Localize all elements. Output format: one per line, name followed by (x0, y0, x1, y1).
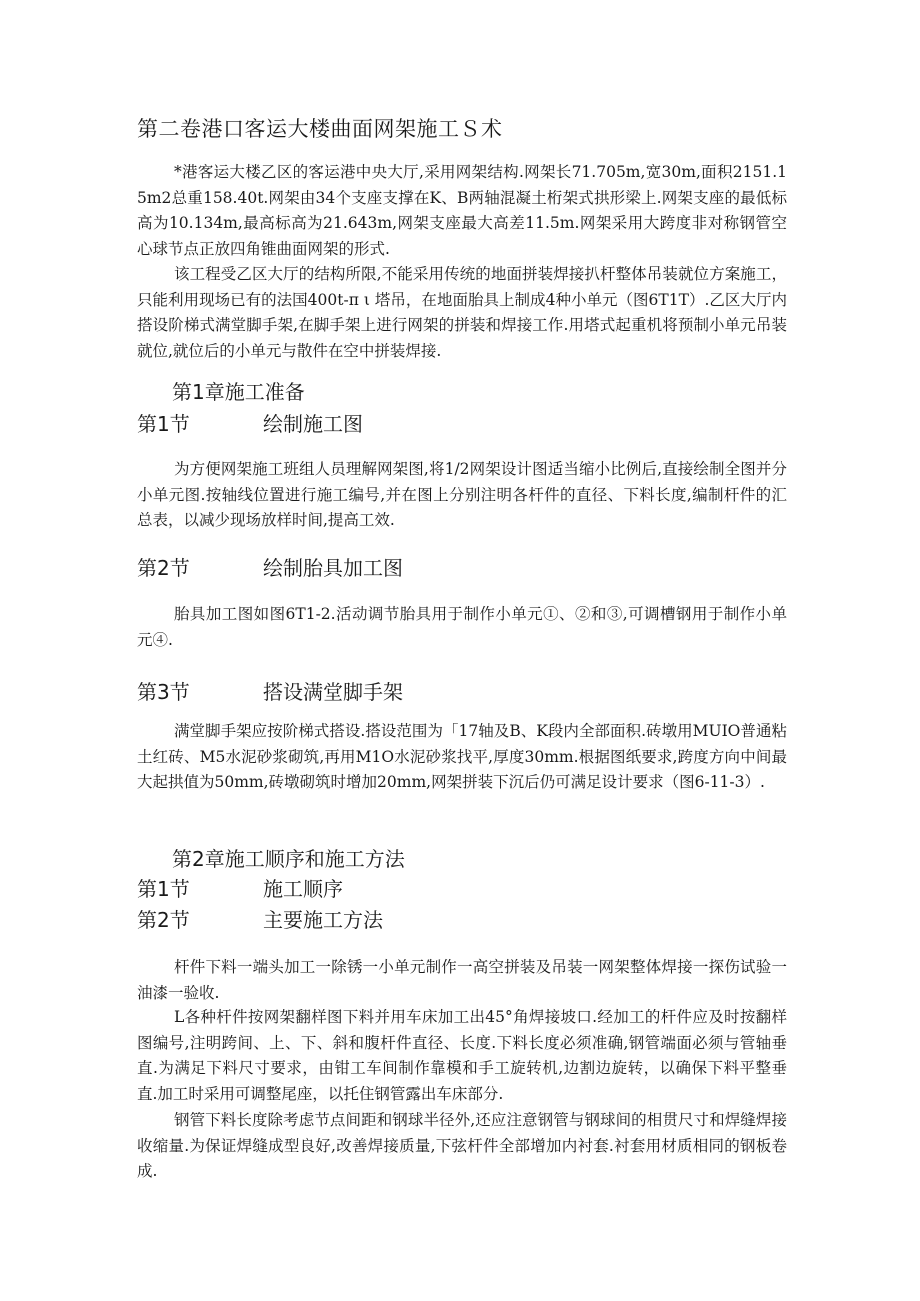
section-title: 绘制胎具加工图 (263, 556, 403, 580)
section-1-2-paragraph: 胎具加工图如图6T1-2.活动调节胎具用于制作小单元①、②和③,可调槽钢用于制作小单元④. (137, 605, 787, 649)
section-1-3-heading (137, 676, 403, 705)
section-title: 绘制施工图 (263, 412, 363, 436)
section-number: 第1节 (137, 877, 190, 901)
section-2-2-paragraph-1: 杆件下料一端头加工一除锈一小单元制作一高空拼装及吊装一网架整体焊接一探伤试验一油漆一验收. (137, 958, 787, 1002)
section-2-2-paragraph-3: 钢管下料长度除考虑节点间距和钢球半径外,还应注意钢管与钢球间的相贯尺寸和焊缝焊接收缩量.为保证焊缝成型良好,改善焊接质量,下弦杆件全部增加内衬套.衬套用材质相同的钢板卷成. (137, 1111, 787, 1180)
section-title: 施工顺序 (263, 877, 343, 901)
section-number: 第2节 (137, 556, 190, 580)
section-title: 搭设满堂脚手架 (263, 680, 403, 704)
section-2-1-heading (137, 873, 343, 902)
section-2-2-paragraph-2: L各种杆件按网架翻样图下料并用车床加工出45°角焊接坡口.经加工的杆件应及时按翻样图编号,注明跨间、上、下、斜和腹杆件直径、长度.下料长度必须准确,钢管端面必须与管轴垂直.为满足下料尺寸要求，由钳工车间制作靠模和手工旋转机,边割边旋转，以确保下料平整垂直.加工时采用可调整尾座，以托住钢管露出车床部分. (137, 1008, 787, 1103)
section-2-2-heading (137, 904, 383, 933)
section-1-3-paragraph: 满堂脚手架应按阶梯式搭设.搭设范围为「17轴及B、K段内全部面积.砖墩用MUIO普通粘土红砖、M5水泥砂浆砌筑,再用M1O水泥砂浆找平,厚度30mm.根据图纸要求,跨度方向中间最大起拱值为50mm,砖墩砌筑时增加20mm,网架拼装下沉后仍可满足设计要求（图6-11-3）. (137, 722, 787, 791)
intro-paragraph-1: *港客运大楼乙区的客运港中央大厅,采用网架结构.网架长71.705m,宽30m,面积2151.15m2总重158.40t.网架由34个支座支撑在K、B两轴混凝土桁架式拱形梁上.网架支座的最低标高为10.134m,最高标高为21.643m,网架支座最大高差11.5m.网架采用大跨度非对称钢管空心球节点正放四角锥曲面网架的形式. (137, 163, 787, 258)
chapter-1-heading: 第1章施工准备 (172, 380, 305, 404)
section-1-1-heading (137, 408, 363, 437)
intro-paragraph-2: 该工程受乙区大厅的结构所限,不能采用传统的地面拼装焊接扒杆整体吊装就位方案施工，只能利用现场已有的法国400t-π ι 塔吊，在地面胎具上制成4种小单元（图6T1T）.乙区大厅内搭设阶梯式满堂脚手架,在脚手架上进行网架的拼装和焊接工作.用塔式起重机将预制小单元吊装就位,就位后的小单元与散件在空中拼装焊接. (137, 265, 787, 360)
section-number: 第3节 (137, 680, 190, 704)
section-number: 第1节 (137, 412, 190, 436)
chapter-2-heading: 第2章施工顺序和施工方法 (172, 847, 405, 871)
section-title: 主要施工方法 (263, 908, 383, 932)
section-number: 第2节 (137, 908, 190, 932)
section-1-2-heading (137, 552, 403, 581)
document-title: 第二卷港口客运大楼曲面网架施工Ｓ术 (137, 117, 503, 141)
section-1-1-paragraph: 为方便网架施工班组人员理解网架图,将1/2网架设计图适当缩小比例后,直接绘制全图并分小单元图.按轴线位置进行施工编号,并在图上分别注明各杆件的直径、下料长度,编制杆件的汇总表，以减少现场放样时间,提高工效. (137, 460, 787, 529)
